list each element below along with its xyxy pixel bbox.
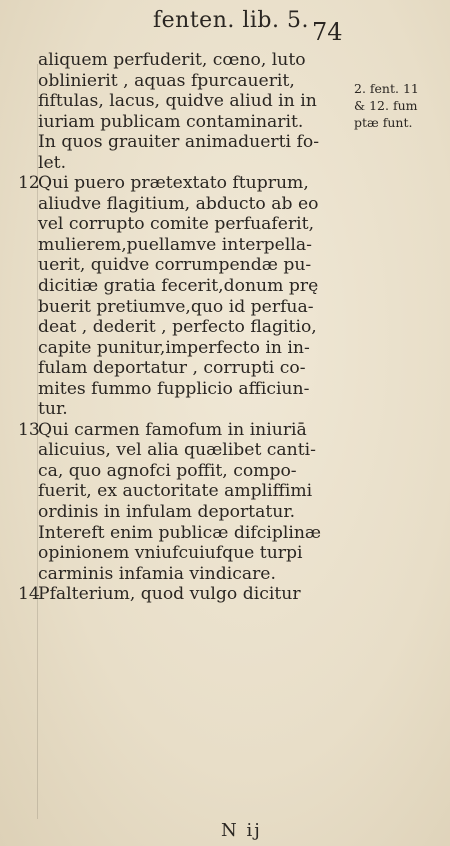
main-text-column (18, 50, 352, 605)
text-line: fiftulas, lacus, quidve aliud in in (38, 91, 317, 112)
text-line: deat , dederit , perfecto flagitio, (38, 317, 317, 338)
text-line: buerit pretiumve,quo id perfua- (38, 296, 314, 317)
text-line: aliquem perfuderit, cœno, luto (38, 50, 306, 70)
text-line: 13Qui carmen famofum in iniuriā (18, 419, 307, 440)
text-line: let. (38, 152, 67, 173)
text-line: vel corrupto comite perfuaferit, (38, 214, 315, 235)
signature-mark: N ij (221, 820, 262, 841)
text-line: ordinis in infulam deportatur. (38, 502, 296, 523)
text-line: uerit, quidve corrumpendæ pu- (38, 255, 312, 276)
paragraph-number: 12 (18, 173, 40, 194)
text-line: tur. (38, 399, 68, 420)
text-line: Intereft enim publicæ difciplinæ (38, 522, 322, 543)
text-line: ca, quo agnofci poffit, compo- (38, 460, 297, 481)
text-line: aliudve flagitium, abducto ab eo (38, 193, 319, 214)
text-line: mulierem,puellamve interpella- (38, 234, 312, 255)
text-line: capite punitur,imperfecto in in- (38, 337, 310, 358)
paragraph-number: 13 (18, 419, 40, 440)
text-line: 12Qui puero prætextato ftuprum, (18, 173, 309, 194)
text-line: In quos grauiter animaduerti fo- (38, 132, 320, 153)
running-title: fenten. lib. 5. (153, 8, 309, 33)
page-header (0, 4, 450, 44)
marginal-note-line: ptæ funt. (354, 115, 413, 130)
text-line: mites fummo fupplicio afficiun- (38, 378, 310, 399)
text-line: iuriam publicam contaminarit. (38, 111, 304, 132)
text-line: fuerit, ex auctoritate ampliffimi (38, 481, 313, 502)
marginal-note-line: 2. fent. 11 (354, 81, 419, 96)
text-line: oblinierit , aquas fpurcauerit, (38, 70, 295, 91)
text-line: alicuius, vel alia quælibet canti- (38, 440, 316, 461)
text-line: dicitiæ gratia fecerit,donum prę (38, 276, 319, 297)
marginal-note-line: & 12. fum (354, 98, 418, 113)
text-line: carminis infamia vindicare. (38, 563, 276, 584)
paragraph-number: 14 (18, 584, 40, 605)
text-line: 14Pfalterium, quod vulgo dicitur (18, 584, 301, 605)
text-line: opinionem vniufcuiufque turpi (38, 543, 303, 564)
text-line: fulam deportatur , corrupti co- (38, 358, 306, 379)
page-number: 74 (312, 18, 343, 46)
marginal-note (354, 80, 419, 131)
